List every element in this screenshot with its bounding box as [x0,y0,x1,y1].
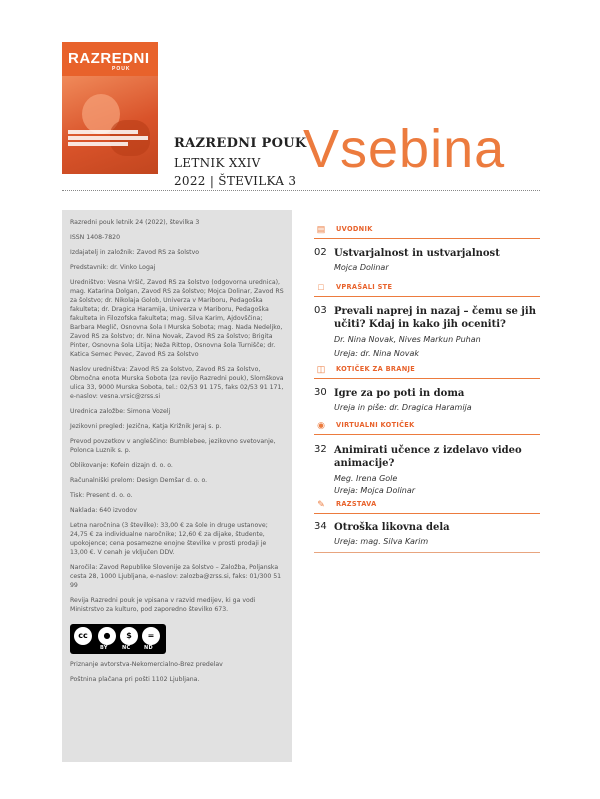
cc-label-nc: NC [122,645,131,651]
section-header-uvodnik [314,222,540,239]
section-header-virtualni-koticek [314,418,540,435]
postage-text: Poštnina plačana pri pošti 1102 Ljubljana. [70,676,200,683]
imprint-paragraph: Tisk: Present d. o. o. [70,492,133,499]
book-icon: ◫ [316,364,326,374]
imprint-paragraph: Uredništvo: Vesna Vršič, Zavod RS za šolstvo (odgovorna urednica), mag. Katarina Dolgan, Zavod RS za šolstvo; Mojca Dolinar, Zavod RS za šolstvo; dr. Nikolaja Golob, Univerza v Mariboru, Pedagoška fakulteta; dr. Dragica Haramija, Univerza v Mariboru, Pedagoška fakulteta in Filozofska fakulteta; mag. Silva Karim, Ajdovščina; Barbara Meglič, Osnovna šola I Murska Sobota; mag. Nada Nedeljko, Zavod RS za šolstvo; dr. Nina Novak, Zavod RS za šolstvo; Brigita Pinter, Osnovna šola Litija; Neža Rittop, Osnovna šola Turnišče; dr. Katica Semec Pevec, Zavod RS za šolstvo [70,279,284,358]
article-editor: Ureja: dr. Nina Novak [334,349,420,358]
magazine-info [174,136,307,188]
globe-icon: ◉ [317,420,325,430]
imprint-paragraph: ISSN 1408-7820 [70,234,121,241]
cc-label-by: BY [100,645,108,651]
imprint-paragraph: Predstavnik: dr. Vinko Logaj [70,264,156,271]
dotted-divider [62,190,540,191]
page-number: 02 [314,247,327,258]
imprint-paragraph: Naročila: Zavod Republike Slovenije za šolstvo – Založba, Poljanska cesta 28, 1000 Ljubljana, e-naslov: zalozba@zrss.si, faks: 01/300 51 99 [70,564,282,589]
imprint-paragraph: Naslov uredništva: Zavod RS za šolstvo, Zavod RS za šolstvo, Območna enota Murska Sobota (za revijo Razredni pouk), Slomškova ulica 33, 9000 Murska Sobota, tel.: 02/53 91 175, faks 02/53 91 171, e-naslov: vesna.vrsic@zrss.si [70,366,284,400]
license-text: Priznanje avtorstva-Nekomercialno-Brez predelav [70,661,223,668]
article-editor: Ureja: mag. Silva Karim [334,537,429,546]
section-header-razstava [314,497,540,514]
imprint-paragraph: Letna naročnina (3 številke): 33,00 € za šole in druge ustanove; 24,75 € za individualne naročnike; 12,60 € za dijake, študente, upokojence; cena posamezne enojne številke v prosti prodaji je 13,00 €. V cenah je vključen DDV. [70,522,268,556]
noncommercial-icon: $ [120,627,138,645]
article-title[interactable]: Ustvarjalnost in ustvarjalnost [334,248,500,259]
imprint-paragraph: Urednica založbe: Simona Vozelj [70,408,171,415]
section-label: RAZSTAVA [336,500,377,508]
section-header-koticek-za-branje [314,362,540,379]
page-number: 03 [314,305,327,316]
cover-logo-sub: POUK [112,66,131,72]
page-number: 30 [314,387,327,398]
section-label: VIRTUALNI KOTIČEK [336,421,415,429]
imprint-paragraph: Prevod povzetkov v angleščino: Bumblebee, jezikovno svetovanje, Polonca Luznik s. p. [70,438,276,454]
article-title[interactable]: Igre za po poti in doma [334,388,465,399]
document-icon: ▤ [316,224,326,234]
imprint-paragraph: Revija Razredni pouk je vpisana v razvid medijev, ki ga vodi Ministrstvo za kulturo, pod zaporedno številko 673. [70,597,256,613]
chat-icon: □ [318,282,324,292]
cover-artwork [62,76,158,174]
magazine-issue: 2022 | ŠTEVILKA 3 [174,174,297,188]
magazine-volume: LETNIK XXIV [174,156,261,170]
section-divider [314,552,540,553]
imprint-paragraph: Naklada: 640 izvodov [70,507,137,514]
creative-commons-badge [70,624,166,654]
cover-thumbnail [62,42,158,174]
cc-icon: cc [74,627,92,645]
page-title: Vsebina [303,119,506,179]
imprint-paragraph: Računalniški prelom: Design Demšar d. o. o. [70,477,208,484]
article-title[interactable]: Otroška likovna dela [334,522,450,533]
article-author: Mojca Dolinar [334,263,389,272]
article-title[interactable]: Prevali naprej in nazaj – čemu se jih učiti? Kdaj in kako jih oceniti? [334,306,536,330]
imprint-paragraph: Jezikovni pregled: Jezičnа, Katja Križnik Jeraj s. p. [70,423,222,430]
page-number: 34 [314,521,327,532]
section-label: UVODNIK [336,225,373,233]
magazine-name: RAZREDNI POUK [174,136,307,151]
article-title[interactable]: Animirati učence z izdelavo video animacije? [334,445,522,469]
article-editor: Ureja in piše: dr. Dragica Haramija [334,403,472,412]
article-author: Meg. Irena Gole [334,474,398,483]
imprint-paragraph: Izdajatelj in založnik: Zavod RS za šolstvo [70,249,200,256]
page-number: 32 [314,444,327,455]
imprint-paragraph: Oblikovanje: Kofein dizajn d. o. o. [70,462,173,469]
section-label: VPRAŠALI STE [336,283,393,291]
article-editor: Ureja: Mojca Dolinar [334,486,416,495]
section-header-vprasali-ste [314,280,540,297]
noderivatives-icon: = [142,627,160,645]
brush-icon: ✎ [317,499,325,509]
imprint-paragraph: Razredni pouk letnik 24 (2022), številka 3 [70,219,200,226]
section-label: KOTIČEK ZA BRANJE [336,365,416,373]
article-author: Dr. Nina Novak, Nives Markun Puhan [334,335,481,344]
cover-logo: RAZREDNI [68,50,150,67]
imprint-panel [62,210,292,762]
attribution-icon: ● [98,627,116,645]
cc-label-nd: ND [144,645,153,651]
